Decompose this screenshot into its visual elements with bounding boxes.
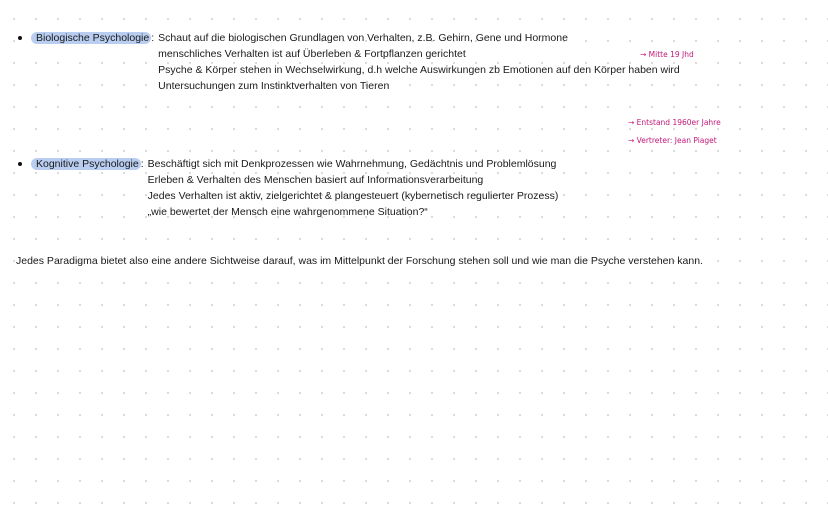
bio-line: Schaut auf die biologischen Grundlagen von Verhalten, z.B. Gehirn, Gene und Hormone xyxy=(158,32,568,44)
bio-section xyxy=(18,32,680,92)
kog-line: Erleben & Verhalten des Menschen basiert auf Informationsverarbeitung xyxy=(147,174,484,186)
summary-text: Jedes Paradigma bietet also eine andere Sichtweise darauf, was im Mittelpunkt der Forschung stehen soll und wie man die Psyche verstehen kann. xyxy=(16,255,703,267)
colon: : xyxy=(151,32,155,44)
bio-line: Psyche & Körper stehen in Wechselwirkung, d.h welche Auswirkungen zb Emotionen auf den Körper haben wird xyxy=(158,64,680,76)
kog-label: Kognitive Psychologie xyxy=(31,158,141,170)
kog-heading xyxy=(18,158,144,170)
kog-line: Jedes Verhalten ist aktiv, zielgerichtet & plangesteuert (kybernetisch regulierter Prozess) xyxy=(147,190,559,202)
handwritten-note: → Vertreter: Jean Piaget xyxy=(628,136,717,145)
bio-label: Biologische Psychologie xyxy=(31,32,151,44)
bio-line: menschliches Verhalten ist auf Überleben & Fortpflanzen gerichtet xyxy=(158,48,466,60)
colon: : xyxy=(140,158,144,170)
kog-line: „wie bewertet der Mensch eine wahrgenommene Situation?“ xyxy=(147,206,428,218)
bio-line: Untersuchungen zum Instinktverhalten von Tieren xyxy=(158,80,390,92)
bio-heading xyxy=(18,32,154,44)
bullet xyxy=(18,36,22,40)
bullet xyxy=(18,162,22,166)
handwritten-note: → Entstand 1960er Jahre xyxy=(628,118,721,127)
kog-section xyxy=(18,158,558,218)
kog-line: Beschäftigt sich mit Denkprozessen wie Wahrnehmung, Gedächtnis und Problemlösung xyxy=(147,158,557,170)
handwritten-note: → Mitte 19 Jhd xyxy=(640,50,694,59)
